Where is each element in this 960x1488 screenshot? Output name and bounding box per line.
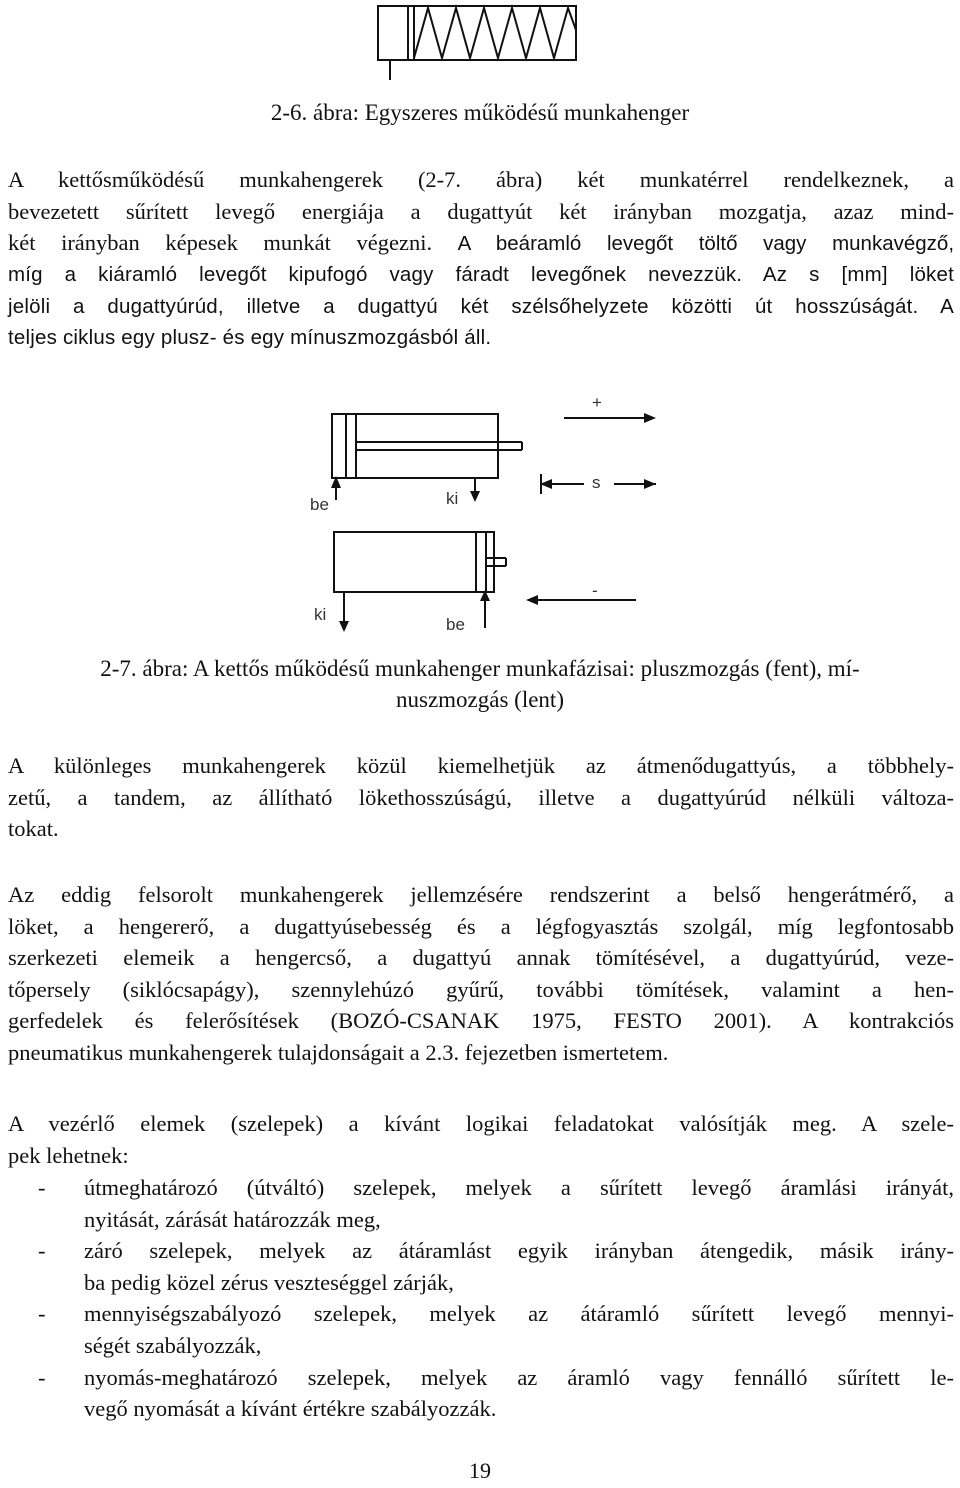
paragraph-double-acting-sans <box>8 259 954 354</box>
list-dash: - <box>38 1175 46 1200</box>
list-item-line: ba pedig közel zérus veszteséggel zárják, <box>84 1269 454 1295</box>
plus-label: + <box>592 393 602 412</box>
list-item <box>8 1172 954 1235</box>
text-line-mixed <box>8 227 954 260</box>
text-line: löket, a hengererő, a dugattyúsebesség és a légfogyasztás szolgál, míg legfontosabb <box>8 913 954 939</box>
list-item-line: mennyiségszabályozó szelepek, melyek az átáramló sűrített levegő mennyi- <box>84 1301 954 1327</box>
text-line: tokat. <box>8 816 59 842</box>
paragraph-double-acting-intro <box>8 164 954 260</box>
list-item-line: vegő nyomását a kívánt értékre szabályozzák. <box>84 1396 497 1422</box>
figure-2-7-caption-line1: 2-7. ábra: A kettős működésű munkahenger munkafázisai: pluszmozgás (fent), mí- <box>100 656 860 681</box>
valve-types-list <box>8 1172 954 1425</box>
stroke-label: s <box>592 473 601 492</box>
text-line: A kettősműködésű munkahengerek (2-7. ábra) két munkatérrel rendelkeznek, a <box>8 167 954 192</box>
list-dash: - <box>38 1238 46 1264</box>
double-acting-cylinder-diagram <box>300 388 660 640</box>
list-item-line: nyitását, zárását határozzák meg, <box>84 1206 381 1232</box>
outlet-label-bottom: ki <box>314 605 327 624</box>
text-line: pek lehetnek: <box>8 1142 129 1168</box>
text-line: teljes ciklus egy plusz- és egy mínuszmozgásból áll. <box>8 326 492 350</box>
list-item-line: nyomás-meghatározó szelepek, melyek az áramló vagy fennálló sűrített le- <box>84 1364 954 1390</box>
minus-label: - <box>592 581 598 600</box>
single-acting-cylinder-diagram <box>360 0 600 82</box>
text-line: bevezetett sűrített levegő energiája a dugattyút két irányban mozgatja, azaz mind- <box>8 198 954 224</box>
text-line: jelöli a dugattyúrúd, illetve a dugattyú két szélsőhelyzete közötti út hosszúságát. A <box>8 294 954 318</box>
list-dash: - <box>38 1301 46 1327</box>
figure-2-7-caption-line2: nuszmozgás (lent) <box>396 687 564 712</box>
text-line: míg a kiáramló levegőt kipufogó vagy fáradt levegőnek nevezzük. Az s [mm] löket <box>8 263 954 286</box>
text-line: gerfedelek és felerősítések (BOZÓ-CSANAK 1975, FESTO 2001). A kontrakciós <box>8 1008 954 1034</box>
figure-2-6-caption: 2-6. ábra: Egyszeres működésű munkahenger <box>270 100 690 125</box>
text-line: szerkezeti elemeik a hengercső, a dugattyú annak tömítésével, a dugattyúrúd, veze- <box>8 945 954 971</box>
text-line: A különleges munkahengerek közül kiemelhetjük az átmenődugattyús, a többhely- <box>8 753 954 778</box>
list-item <box>8 1298 954 1361</box>
text-line: pneumatikus munkahengerek tulajdonságait a 2.3. fejezetben ismertetem. <box>8 1039 669 1065</box>
text-segment: két irányban képesek munkát végezni. <box>8 230 433 256</box>
text-line: Az eddig felsorolt munkahengerek jellemzésére rendszerint a belső hengerátmérő, a <box>8 882 954 907</box>
inlet-label-bottom: be <box>446 615 465 634</box>
paragraph-cylinder-characteristics <box>8 879 954 1069</box>
outlet-label-top: ki <box>446 489 459 508</box>
inlet-label-top: be <box>310 495 329 514</box>
list-item <box>8 1362 954 1425</box>
paragraph-special-cylinders <box>8 750 954 845</box>
list-item-line: záró szelepek, melyek az átáramlást egyik irányban átengedik, másik irány- <box>84 1238 954 1264</box>
list-item-line: útmeghatározó (útváltó) szelepek, melyek a sűrített levegő áramlási irányát, <box>84 1175 954 1200</box>
list-item <box>8 1235 954 1298</box>
list-dash: - <box>38 1364 46 1390</box>
text-line: A vezérlő elemek (szelepek) a kívánt logikai feladatokat valósítják meg. A szele- <box>8 1111 954 1136</box>
text-line: tőpersely (siklócsapágy), szennylehúzó gyűrű, további tömítések, valamint a hen- <box>8 976 954 1002</box>
list-item-line: ségét szabályozzák, <box>84 1332 262 1358</box>
text-segment-sans: A beáramló levegőt töltő vagy munkavégző, <box>457 232 955 256</box>
paragraph-control-elements <box>8 1108 954 1171</box>
page-number: 19 <box>469 1458 491 1483</box>
text-line: zetű, a tandem, az állítható lökethosszúságú, illetve a dugattyúrúd nélküli változa- <box>8 784 954 810</box>
